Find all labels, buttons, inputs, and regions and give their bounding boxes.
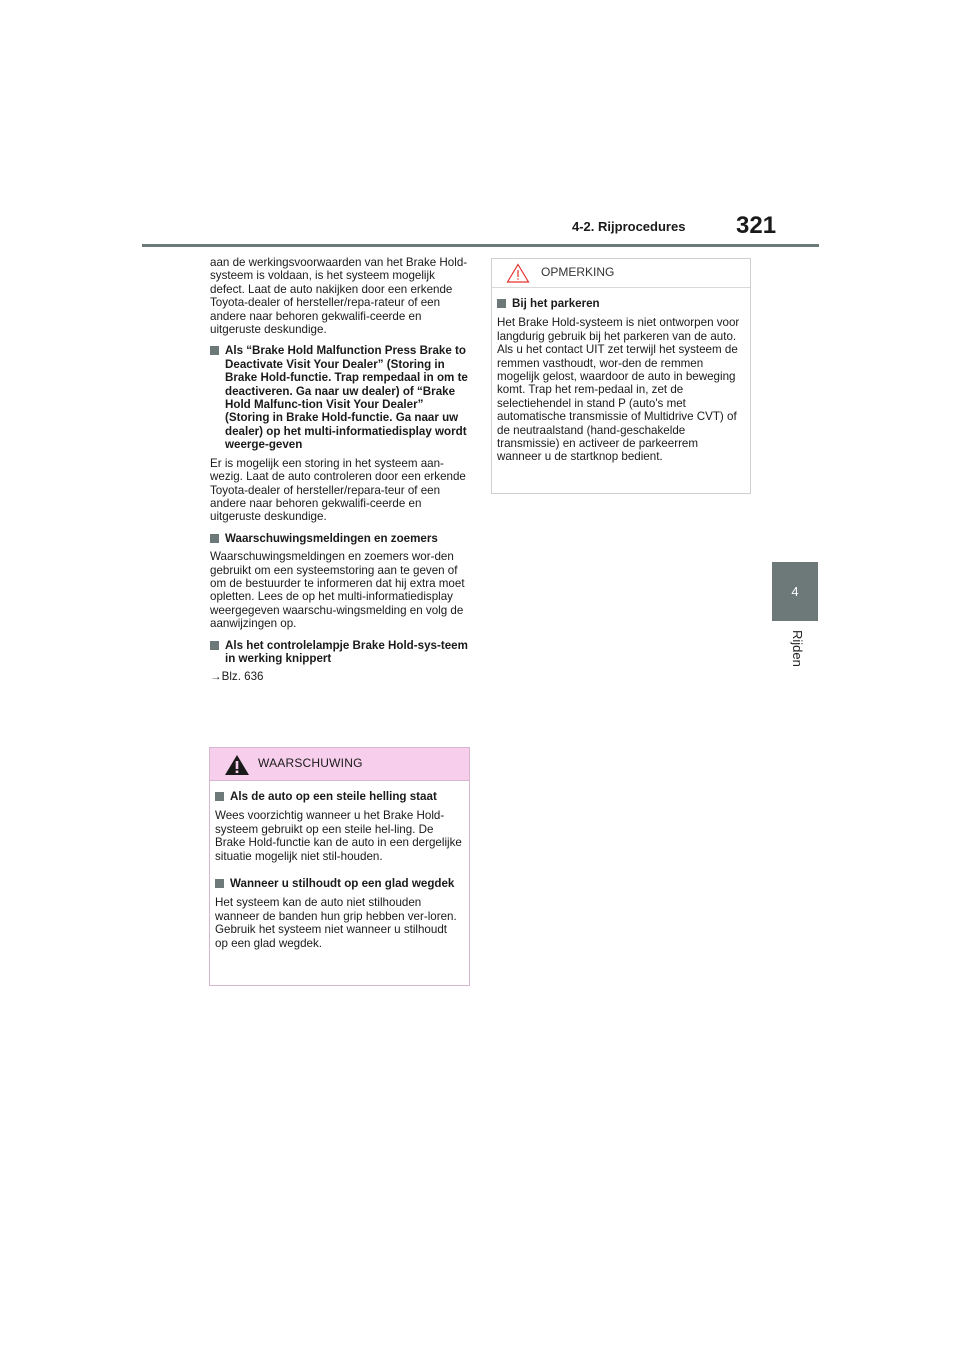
warning-title: WAARSCHUWING bbox=[258, 756, 363, 770]
notice-heading bbox=[497, 297, 744, 310]
warning-heading bbox=[215, 877, 463, 890]
bullet-square-icon bbox=[215, 879, 224, 888]
section-heading-text: Als het controlelampje Brake Hold-sys-teem in werking knippert bbox=[225, 638, 468, 665]
section-body: Er is mogelijk een storing in het systeem aan-wezig. Laat de auto controleren door een erkende Toyota-dealer of hersteller/repara-teur of een andere naar behoren gekwalifi-ceerde en uitgeruste deskundige. bbox=[210, 456, 466, 524]
bullet-square-icon bbox=[215, 792, 224, 801]
header-rule bbox=[142, 244, 819, 247]
bullet-square-icon bbox=[210, 641, 219, 650]
section-heading bbox=[210, 639, 468, 666]
page-reference[interactable]: →Blz. 636 bbox=[210, 670, 264, 684]
bullet-square-icon bbox=[497, 299, 506, 308]
left-column bbox=[210, 256, 468, 684]
bullet-square-icon bbox=[210, 346, 219, 355]
section-heading bbox=[210, 532, 468, 545]
section-heading-text: Als “Brake Hold Malfunction Press Brake to Deactivate Visit Your Dealer” (Storing in Brake Hold-functie. Trap rempedaal in om te deactiveren. Ga naar uw dealer) of “Brake Hold Malfunc-tion Visit Your Dealer” (Storing in Brake Hold-functie. Ga naar uw dealer) op het multi-informatiedisplay wordt weerge-geven bbox=[225, 344, 468, 452]
section-heading-text: Waarschuwingsmeldingen en zoemers bbox=[225, 531, 438, 545]
chapter-label: Rijden bbox=[790, 630, 805, 667]
notice-paragraph: Het Brake Hold-systeem is niet ontworpen voor langdurig gebruik bij het parkeren van de auto. Als u het contact UIT zet terwijl het systeem de remmen vasthoudt, wor-den de remmen mogelijk gelost, waardoor de auto in beweging komt. Trap het rem-pedaal in, zet de selectiehendel in stand P (auto's met automatische transmissie of Multidrive CVT) of de neutraalstand (hand-geschakelde transmissie) en activeer de parkeerrem wanneer u de startknop bedient. bbox=[497, 316, 740, 464]
section-title: 4-2. Rijprocedures bbox=[572, 219, 686, 234]
notice-body bbox=[492, 288, 750, 464]
chapter-tab: 4 bbox=[772, 562, 818, 621]
warning-heading-text: Als de auto op een steile helling staat bbox=[230, 790, 437, 803]
page-number: 321 bbox=[736, 212, 777, 239]
notice-triangle-icon bbox=[506, 263, 530, 288]
bullet-square-icon bbox=[210, 534, 219, 543]
warning-header bbox=[210, 748, 469, 781]
warning-paragraph: Wees voorzichtig wanneer u het Brake Hold-systeem gebruikt op een steile hel-ling. De Brake Hold-functie kan de auto in een dergelijke situatie mogelijk niet stil-houden. bbox=[215, 809, 462, 863]
warning-heading-text: Wanneer u stilhoudt op een glad wegdek bbox=[230, 877, 455, 891]
notice-box bbox=[491, 258, 751, 494]
warning-body bbox=[210, 781, 469, 950]
warning-triangle-icon bbox=[224, 754, 250, 781]
section-heading bbox=[210, 344, 468, 451]
warning-heading bbox=[215, 790, 463, 803]
section-body: Waarschuwingsmeldingen en zoemers wor-den gebruikt om een systeemstoring aan te geven of om de bestuurder te informeren dat hij extra moet opletten. Lees de op het multi-informatiedisplay weergegeven waarschu-wingsmelding en volg de aanwijzingen op. bbox=[210, 550, 465, 631]
warning-box bbox=[209, 747, 470, 986]
intro-paragraph: aan de werkingsvoorwaarden van het Brake Hold-systeem is voldaan, is het systeem mogelijk defect. Laat de auto nakijken door een erkende Toyota-dealer of hersteller/repa-rateur of een andere naar behoren gekwalifi-ceerde en uitgeruste deskundige. bbox=[210, 256, 468, 337]
notice-heading-text: Bij het parkeren bbox=[512, 297, 600, 310]
notice-header bbox=[492, 259, 750, 288]
warning-paragraph: Het systeem kan de auto niet stilhouden wanneer de banden hun grip hebben ver-loren. Gebruik het systeem niet wanneer u stilhoudt op een glad wegdek. bbox=[215, 896, 457, 950]
notice-title: OPMERKING bbox=[541, 265, 615, 279]
